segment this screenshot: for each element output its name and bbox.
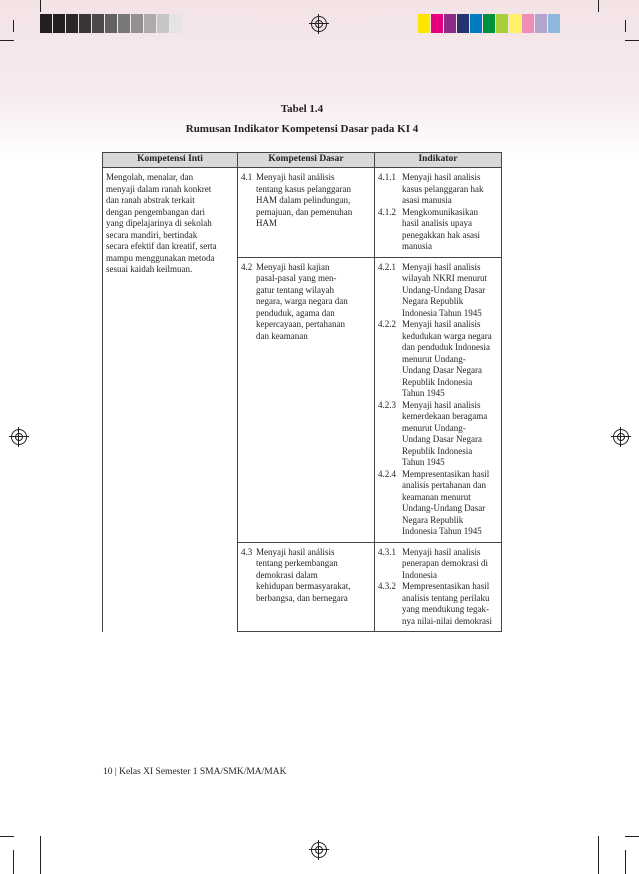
- indicator-text: [402, 207, 498, 253]
- registration-mark-icon: [311, 842, 327, 858]
- text-line: analisis tentang perilaku: [402, 592, 490, 603]
- text-line: Menyaji hasil analisis: [402, 261, 481, 272]
- indicator-item: [378, 319, 498, 400]
- text-line: yang mendukung tegak-: [402, 604, 489, 614]
- table-header-row: [103, 153, 502, 168]
- text-line: tentang perkembangan: [256, 558, 338, 568]
- indicator-item: [378, 469, 498, 538]
- text-line: Mengkomunikasikan: [402, 206, 478, 217]
- color-swatch: [522, 14, 534, 33]
- text-line: asasi manusia: [402, 195, 452, 205]
- indicator-number: 4.2.2: [378, 319, 396, 329]
- indicator-text: [402, 172, 498, 207]
- kd-number: 4.1: [241, 172, 253, 182]
- text-line: negara, warga negara dan: [256, 296, 348, 306]
- text-line: Menyaji hasil analisis: [402, 546, 481, 557]
- text-line: berbangsa, dan bernegara: [256, 592, 348, 603]
- text-line: manusia: [402, 241, 432, 251]
- kd-text: [256, 262, 371, 343]
- text-line: Indonesia Tahun 1945: [402, 526, 482, 536]
- color-swatch: [496, 14, 508, 33]
- indicator-text: [402, 262, 498, 320]
- text-line: Menyaji hasil analisis: [402, 399, 481, 410]
- text-line: menurut Undang-: [402, 422, 466, 433]
- text-line: Menyaji hasil análisis: [256, 172, 335, 182]
- text-line: hasil analisis upaya: [402, 218, 472, 228]
- text-line: HAM: [256, 218, 278, 228]
- crop-mark: [13, 850, 14, 874]
- indicator-text: [402, 547, 498, 582]
- text-line: analisis pertahanan dan: [402, 480, 486, 490]
- color-swatch: [157, 14, 169, 33]
- text-line: kedudukan warga negara: [402, 330, 492, 341]
- kd-text: [256, 547, 371, 605]
- text-line: penegakkan hak asasi: [402, 229, 480, 240]
- text-line: dan keamanan: [256, 330, 308, 341]
- text-line: gatur tentang wilayah: [256, 284, 334, 295]
- text-line: penerapan demokrasi di: [402, 558, 488, 568]
- indicator-text: [402, 581, 498, 627]
- color-swatch: [144, 14, 156, 33]
- text-line: penduduk, agama dan: [256, 307, 335, 318]
- color-swatch: [548, 14, 560, 33]
- text-line: Mempresentasikan hasil: [402, 468, 490, 479]
- kd-number: 4.3: [241, 546, 253, 557]
- crop-mark: [598, 0, 599, 12]
- text-line: Republik Indonesia: [402, 445, 473, 456]
- color-swatch: [105, 14, 117, 33]
- color-swatch: [118, 14, 130, 33]
- crop-mark: [625, 850, 626, 874]
- text-line: mampu menggunakan metoda: [106, 252, 215, 263]
- text-line: Negara Republik: [402, 296, 464, 306]
- color-swatch: [418, 14, 430, 33]
- text-line: Indonesia Tahun 1945: [402, 307, 482, 318]
- indicator-number: 4.3.2: [378, 581, 396, 591]
- kompetensi-dasar-cell: [238, 168, 375, 258]
- column-header: Kompetensi Inti: [103, 153, 238, 168]
- color-swatch: [92, 14, 104, 33]
- indicator-number: 4.2.1: [378, 261, 396, 272]
- indicator-item: [378, 400, 498, 469]
- registration-mark-icon: [613, 429, 629, 445]
- text-line: Undang-Undang Dasar: [402, 503, 486, 513]
- kompetensi-dasar-cell: [238, 542, 375, 632]
- text-line: kasus pelanggaran hak: [402, 183, 484, 194]
- text-line: Mengolah, menalar, dan: [106, 172, 194, 182]
- crop-mark: [40, 836, 41, 874]
- text-line: sesuai kaidah keilmuan.: [106, 264, 193, 274]
- text-line: Tahun 1945: [402, 388, 445, 398]
- indicator-table: [102, 152, 502, 632]
- text-line: yang dipelajarinya di sekolah: [106, 218, 212, 228]
- table-title: Rumusan Indikator Kompetensi Dasar pada KI 4: [185, 123, 419, 135]
- color-swatch: [79, 14, 91, 33]
- text-line: Undang Dasar Negara: [402, 365, 482, 375]
- indicator-item: [378, 547, 498, 582]
- text-line: demokrasi dalam: [256, 569, 318, 580]
- grayscale-color-bar: [40, 14, 183, 33]
- text-line: secara efektif dan kreatif, serta: [106, 241, 217, 251]
- text-line: Republik Indonesia: [402, 376, 473, 387]
- kd-number: 4.2: [241, 261, 253, 272]
- kd-text: [256, 172, 371, 230]
- crop-mark: [625, 836, 639, 837]
- text-line: Menyaji hasil kajian: [256, 261, 330, 272]
- text-line: menurut Undang-: [402, 353, 466, 364]
- page-footer: 10 | Kelas XI Semester 1 SMA/SMK/MA/MAK: [103, 767, 287, 777]
- text-line: secara mandiri, bertindak: [106, 229, 198, 240]
- text-line: Indonesia: [402, 569, 437, 580]
- indicator-number: 4.2.4: [378, 468, 396, 479]
- text-line: Menyaji hasil analisis: [402, 172, 481, 182]
- color-swatch: [431, 14, 443, 33]
- text-line: dengan pengembangan dari: [106, 206, 205, 217]
- text-line: keamanan menurut: [402, 491, 471, 502]
- registration-mark-icon: [311, 16, 327, 32]
- column-header: Kompetensi Dasar: [238, 153, 375, 168]
- registration-mark-icon: [11, 429, 27, 445]
- crop-mark: [625, 40, 639, 41]
- color-swatch: [53, 14, 65, 33]
- indicator-item: [378, 581, 498, 627]
- color-swatch: [483, 14, 495, 33]
- color-swatch: [457, 14, 469, 33]
- color-swatch: [66, 14, 78, 33]
- text-line: HAM dalam pelindungan,: [256, 195, 351, 205]
- text-line: dan penduduk Indonesia: [402, 342, 490, 352]
- kompetensi-dasar-cell: [238, 257, 375, 542]
- text-line: kemerdekaan beragama: [402, 411, 488, 421]
- color-swatch: [470, 14, 482, 33]
- text-line: nya nilai-nilai demokrasi: [402, 615, 492, 626]
- indicator-number: 4.1.1: [378, 172, 396, 182]
- text-line: wilayah NKRI menurut: [402, 273, 487, 283]
- indikator-cell: [375, 257, 502, 542]
- text-line: Undang-Undang Dasar: [402, 284, 486, 295]
- text-line: menyaji dalam ranah konkret: [106, 183, 212, 194]
- crop-mark: [40, 0, 41, 12]
- text-line: Negara Republik: [402, 514, 464, 525]
- table-row: [103, 168, 502, 258]
- text-line: Undang Dasar Negara: [402, 434, 482, 444]
- indicator-text: [402, 400, 498, 469]
- text-line: tentang kasus pelanggaran: [256, 183, 351, 194]
- color-swatch: [444, 14, 456, 33]
- text-line: kepercayaan, pertahanan: [256, 319, 345, 329]
- table-number: Tabel 1.4: [280, 103, 324, 115]
- kompetensi-inti-cell: [103, 168, 238, 632]
- text-line: Tahun 1945: [402, 457, 445, 467]
- indicator-item: [378, 207, 498, 253]
- text-line: Menyaji hasil análisis: [256, 546, 335, 557]
- crop-mark: [598, 836, 599, 874]
- color-swatch: [535, 14, 547, 33]
- crop-mark: [13, 20, 14, 32]
- indicator-number: 4.2.3: [378, 399, 396, 410]
- color-swatch: [40, 14, 52, 33]
- indicator-item: [378, 172, 498, 207]
- text-line: pasal-pasal yang men-: [256, 273, 337, 283]
- crop-mark: [0, 40, 14, 41]
- indicator-number: 4.1.2: [378, 206, 396, 217]
- indicator-item: [378, 262, 498, 320]
- color-swatch: [509, 14, 521, 33]
- indikator-cell: [375, 168, 502, 258]
- text-line: Menyaji hasil analisis: [402, 319, 481, 329]
- process-color-bar: [418, 14, 561, 33]
- indicator-number: 4.3.1: [378, 546, 396, 557]
- indicator-text: [402, 319, 498, 400]
- text-line: Mempresentasikan hasil: [402, 581, 490, 591]
- column-header: Indikator: [375, 153, 502, 168]
- text-line: pemajuan, dan pemenuhan: [256, 206, 353, 217]
- crop-mark: [0, 836, 14, 837]
- text-line: kehidupan bermasyarakat,: [256, 581, 351, 591]
- indicator-text: [402, 469, 498, 538]
- crop-mark: [625, 20, 626, 32]
- color-swatch: [170, 14, 182, 33]
- text-line: dan ranah abstrak terkait: [106, 195, 195, 205]
- color-swatch: [131, 14, 143, 33]
- indikator-cell: [375, 542, 502, 632]
